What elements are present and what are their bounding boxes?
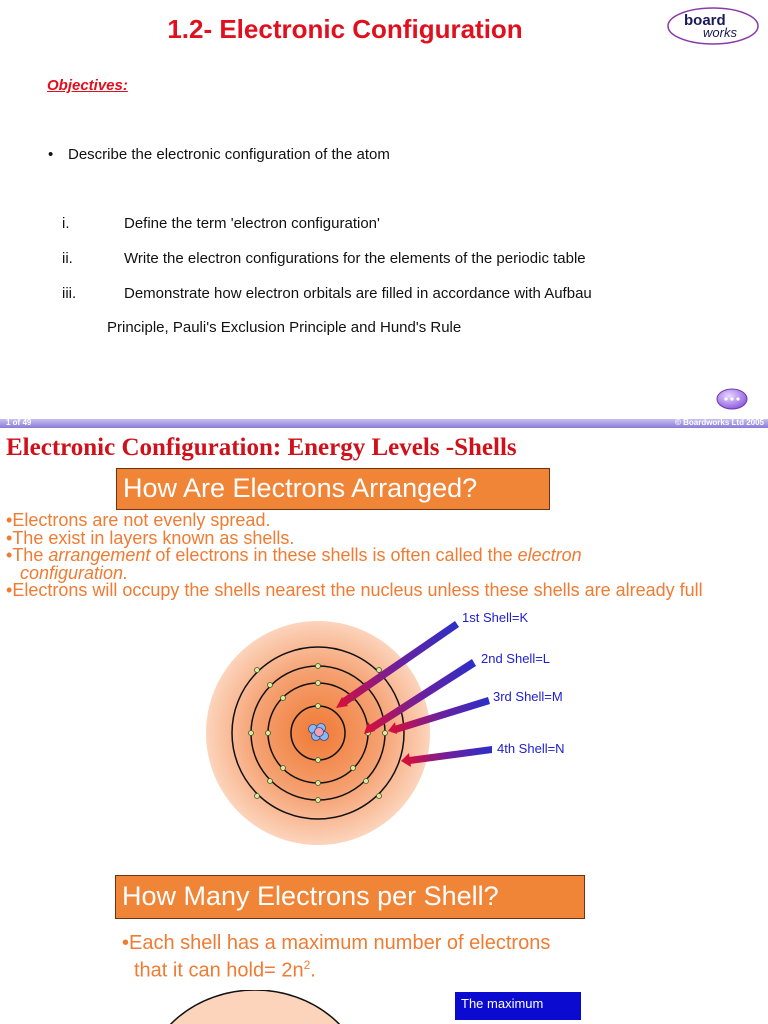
page-count: 1 of 49: [6, 418, 32, 427]
slide-footer-bar: [0, 419, 768, 428]
item-text: Demonstrate how electron orbitals are filled in accordance with Aufbau: [124, 285, 592, 302]
shell-bullets: [6, 512, 766, 600]
shell-label-k: 1st Shell=K: [462, 610, 529, 625]
bullet-item: •Electrons will occupy the shells nearest the nucleus unless these shells are already full: [6, 580, 703, 600]
objective-bullet-text: Describe the electronic configuration of the atom: [68, 146, 390, 163]
shell-label-l: 2nd Shell=L: [481, 651, 551, 666]
item-text: Write the electron configurations for the elements of the periodic table: [124, 250, 586, 267]
item-number: iii.: [62, 285, 77, 302]
slide2-title: Electronic Configuration: Energy Levels -Shells: [6, 434, 517, 461]
objective-item: [62, 215, 702, 232]
logo-board-text: board: [684, 12, 726, 29]
logo-works-text: works: [703, 25, 737, 40]
boardworks-logo: [666, 6, 760, 46]
shell-label-m: 3rd Shell=M: [493, 689, 563, 704]
bottom-atom-partial: [140, 990, 370, 1024]
bullet-item: •Electrons are not evenly spread.: [6, 510, 271, 530]
ellipsis-next-icon[interactable]: [716, 388, 748, 410]
copyright: © Boardworks Ltd 2005: [674, 418, 764, 427]
item-text: Define the term 'electron configuration': [124, 215, 380, 232]
item-number: i.: [62, 215, 70, 232]
max-electrons-bullet: •Each shell has a maximum number of electrons that it can hold= $2n^2$.: [122, 932, 551, 982]
atom-shells-diagram: [0, 600, 768, 870]
objective-item: [62, 285, 702, 302]
bullet-item: •The arrangement of electrons in these shells is often called the electron configuration.: [6, 545, 582, 583]
objective-item: [62, 250, 702, 267]
objective-bullet: • Describe the electronic configuration of the atom: [48, 146, 390, 163]
objectives-label: Objectives:: [47, 77, 128, 94]
bullet-item: •The exist in layers known as shells.: [6, 527, 295, 548]
arranged-heading-box: How Are Electrons Arranged?: [116, 468, 550, 510]
item-number: ii.: [62, 250, 73, 267]
objective-continuation: Principle, Pauli's Exclusion Principle and Hund's Rule: [107, 319, 462, 336]
slide1-title: 1.2- Electronic Configuration: [167, 14, 523, 44]
electrons-per-shell-heading-box: How Many Electrons per Shell?: [115, 875, 585, 919]
maximum-callout: The maximum: [455, 992, 581, 1020]
shell-label-n: 4th Shell=N: [497, 741, 565, 756]
